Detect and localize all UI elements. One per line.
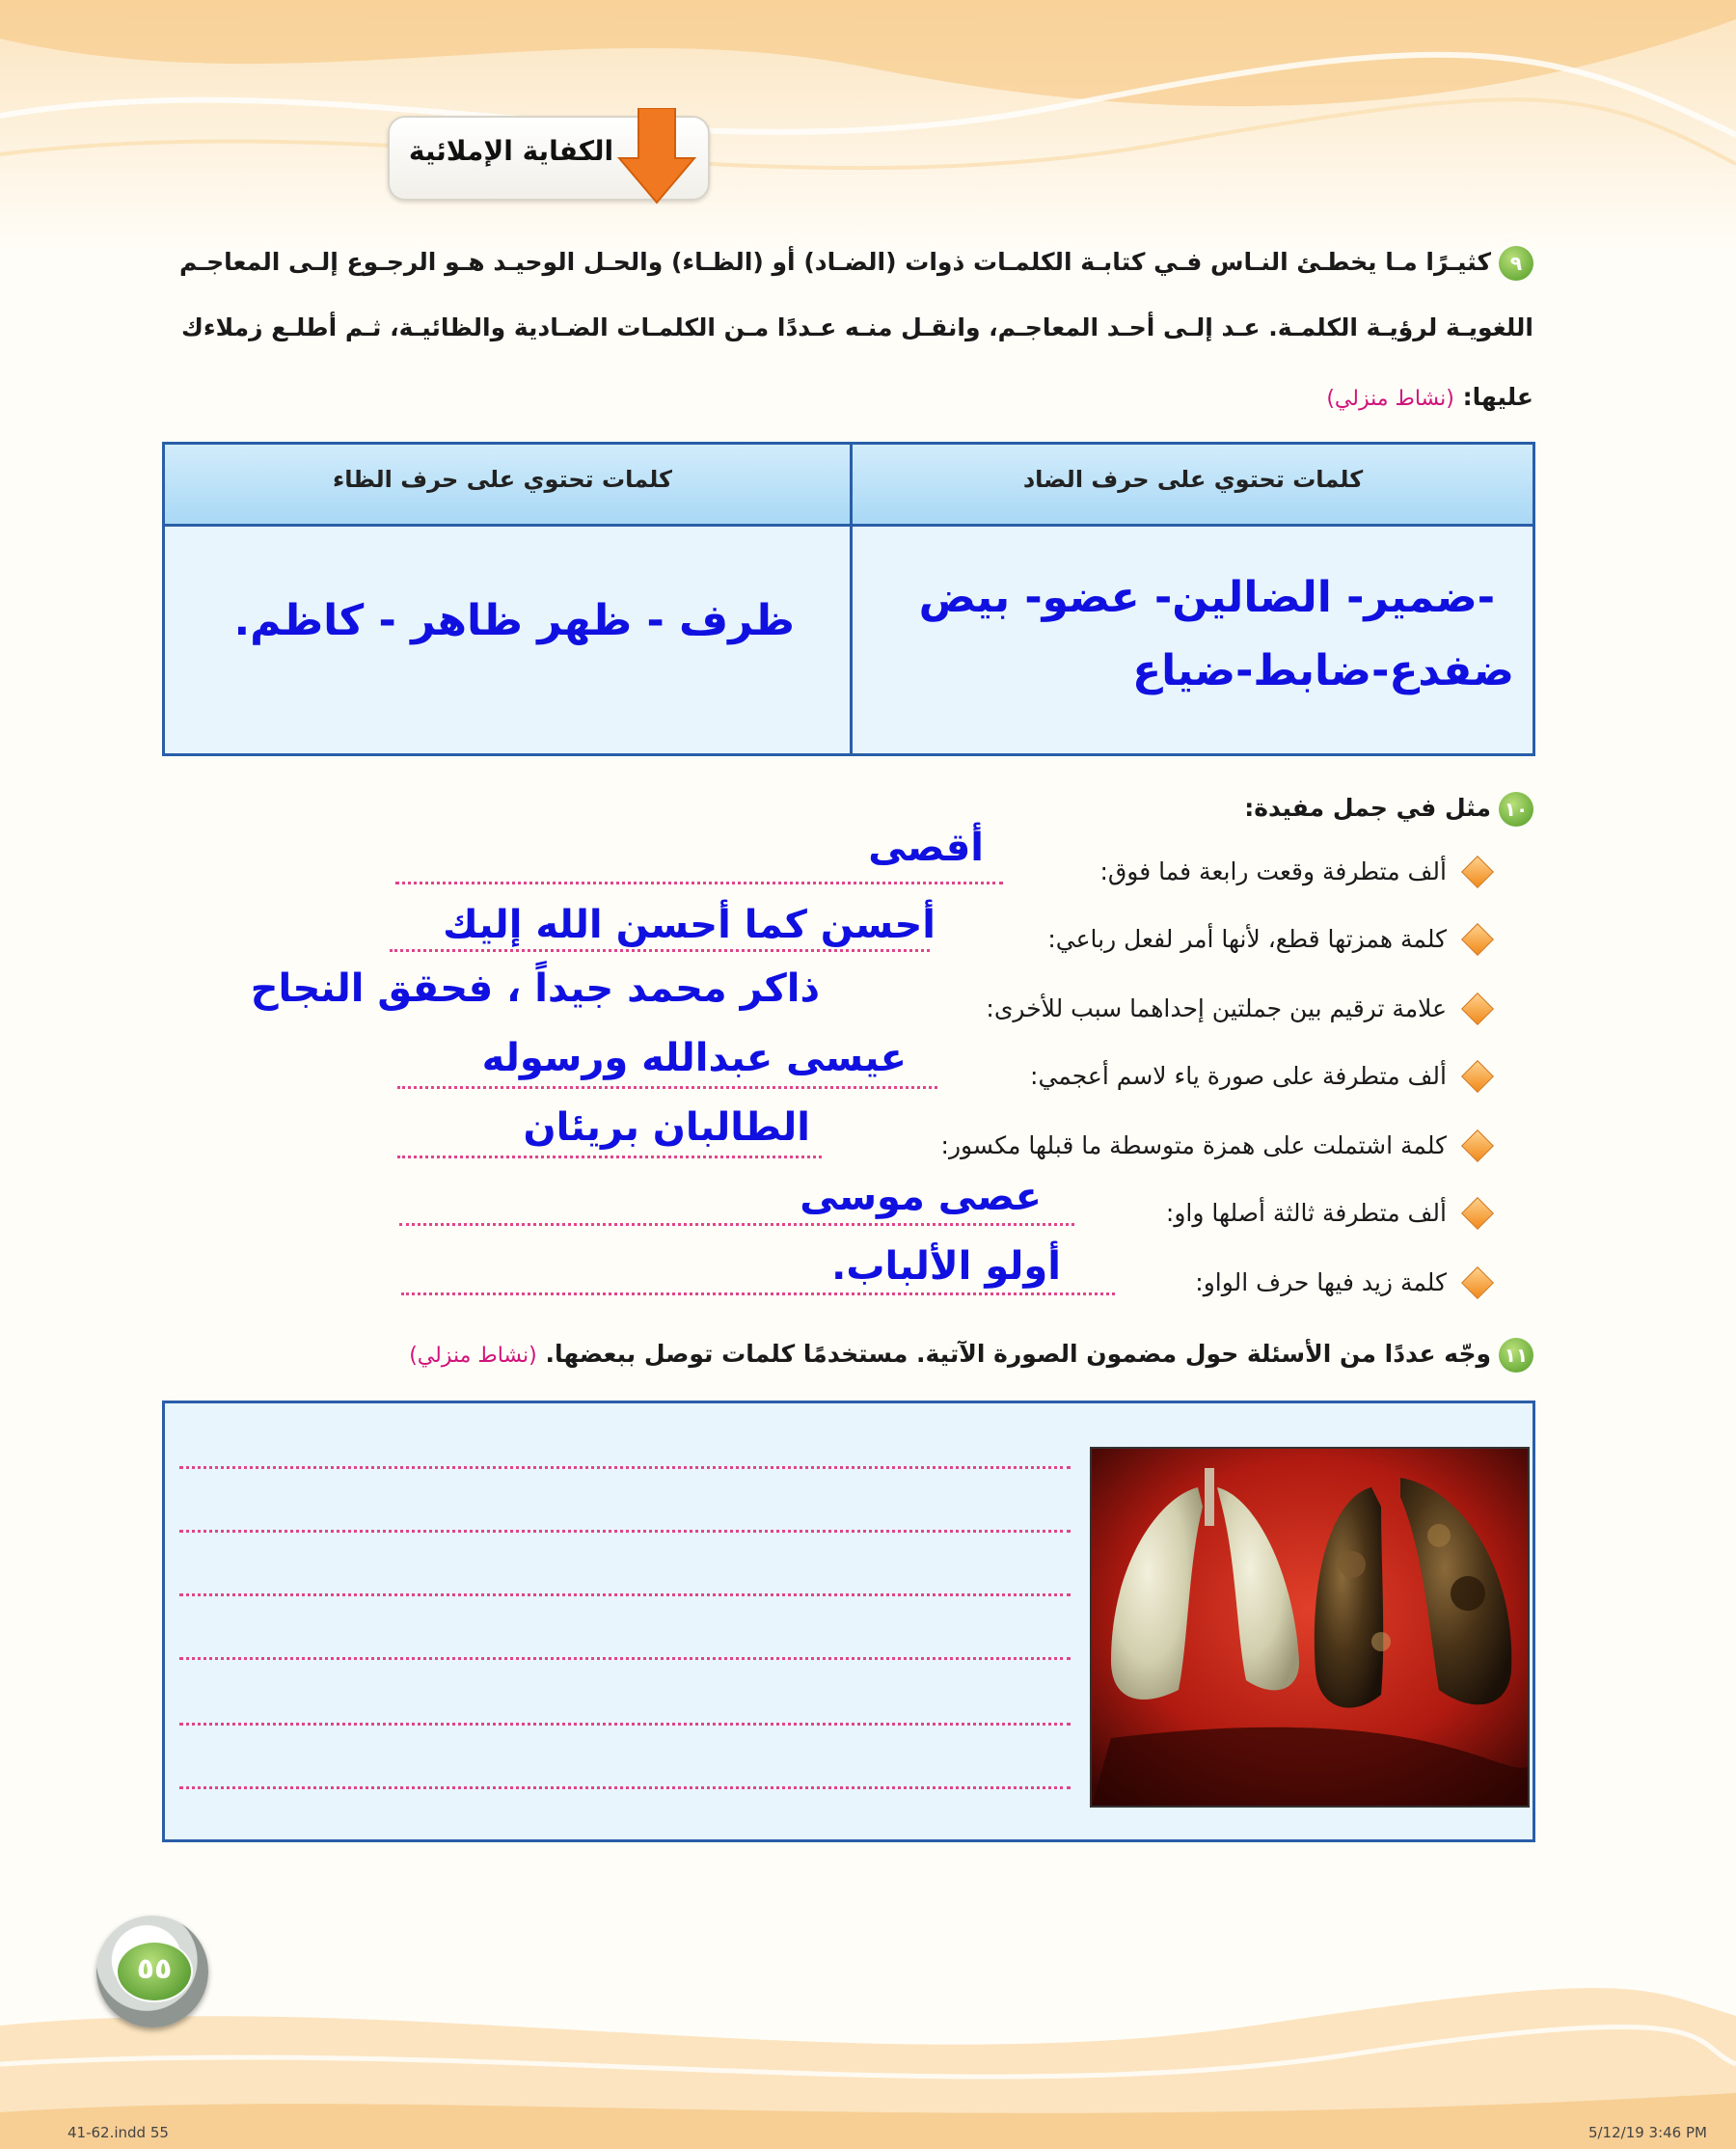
answer-line-4 [397, 1086, 937, 1089]
q11-answer-line-3[interactable] [179, 1593, 1071, 1596]
dad-words-line-2: ضفدع-ضابط-ضياع [1132, 646, 1514, 695]
header-dad: كلمات تحتوي على حرف الضاد [1022, 466, 1364, 493]
section-title: الكفاية الإملائية [408, 135, 614, 167]
answer-line-5 [397, 1156, 822, 1158]
q9-line-3: عليها: (نشاط منزلي) [1326, 383, 1533, 411]
answer-line-2 [390, 949, 930, 952]
page-number: ٥٥ [136, 1952, 173, 1986]
q10-answer-3: ذاكر محمد جيداً ، فحقق النجاح [250, 966, 820, 1011]
q10-answer-5: الطالبان بريئان [523, 1105, 810, 1150]
top-wave-decoration [0, 0, 1736, 251]
zaa-words-line-1: ظرف - ظهر ظاهر - كاظم. [233, 596, 795, 645]
q10-item-label-4: ألف متطرفة على صورة ياء لاسم أعجمي: [1030, 1062, 1447, 1090]
dad-words-line-1: -ضمير- الضالين- عضو- بيض [918, 573, 1495, 622]
q10-answer-6: عصى موسى [800, 1175, 1042, 1219]
q11-line: ١١وجّه عددًا من الأسئلة حول مضمون الصورة الآتية. مستخدمًا كلمات توصل ببعضها. (نشاط منزلي) [409, 1335, 1533, 1375]
bullet-diamond-icon [1461, 856, 1494, 888]
q10-item-label-2: كلمة همزتها قطع، لأنها أمر لفعل رباعي: [1047, 925, 1447, 953]
q11-answer-line-5[interactable] [179, 1723, 1071, 1726]
q10-answer-1: أقصى [868, 826, 984, 870]
q11-answer-line-4[interactable] [179, 1657, 1071, 1660]
bottom-wave-decoration [0, 1968, 1736, 2149]
q10-item-label-7: كلمة زيد فيها حرف الواو: [1195, 1268, 1447, 1296]
q10-answer-2: أحسن كما أحسن الله إليك [443, 903, 936, 947]
q9-line-2: اللغويـة لرؤيـة الكلمـة. عـد إلـى أحـد المعاجـم، وانقـل منـه عـددًا مـن الكلمـات الضـادية والظائيـة، ثـم أطلـع زملاءك [180, 313, 1533, 341]
q10-item-label-5: كلمة اشتملت على همزة متوسطة ما قبلها مكسور: [940, 1131, 1447, 1159]
header-zaa: كلمات تحتوي على حرف الظاء [332, 466, 673, 493]
q10-answer-4: عيسى عبدالله ورسوله [481, 1036, 907, 1080]
q9-line-1: ٩كثيـرًا مـا يخطـئ النـاس فـي كتابـة الكلمـات ذوات (الضـاد) أو (الظـاء) والحـل الوحيـد هـو الرجـوع إلـى المعاجـم [179, 243, 1533, 282]
q10-answer-7: أولو الألباب. [831, 1244, 1061, 1289]
q9-activity-tag: (نشاط منزلي) [1326, 387, 1454, 411]
bullet-diamond-icon [1461, 993, 1494, 1025]
lungs-comparison-image [1090, 1447, 1530, 1808]
bullet-diamond-icon [1461, 1060, 1494, 1093]
q11-activity-tag: (نشاط منزلي) [409, 1344, 537, 1368]
q11-answer-line-1[interactable] [179, 1466, 1071, 1469]
bullet-diamond-icon [1461, 1266, 1494, 1299]
q10-item-label-3: علامة ترقيم بين جملتين إحداهما سبب للأخرى: [986, 994, 1447, 1022]
q10-item-label-1: ألف متطرفة وقعت رابعة فما فوق: [1099, 857, 1447, 885]
q9-number-badge: ٩ [1499, 246, 1533, 281]
footer-date: 5/12/19 3:46 PM [1587, 2124, 1707, 2141]
bullet-diamond-icon [1461, 1129, 1494, 1162]
answer-line-6 [399, 1223, 1074, 1226]
q11-number-badge: ١١ [1499, 1338, 1533, 1373]
bullet-diamond-icon [1461, 923, 1494, 956]
answer-line-1 [395, 882, 1003, 884]
bullet-diamond-icon [1461, 1197, 1494, 1230]
q10-item-label-6: ألف متطرفة ثالثة أصلها واو: [1165, 1199, 1447, 1227]
table-column-divider [850, 445, 853, 753]
answer-line-7 [401, 1292, 1115, 1295]
q10-number-badge: ١٠ [1499, 792, 1533, 827]
q11-answer-line-2[interactable] [179, 1530, 1071, 1533]
q10-title: ١٠مثل في جمل مفيدة: [1244, 789, 1533, 828]
down-arrow-icon [617, 108, 696, 204]
footer-file: 41-62.indd 55 [68, 2124, 169, 2141]
q11-answer-line-6[interactable] [179, 1786, 1071, 1789]
